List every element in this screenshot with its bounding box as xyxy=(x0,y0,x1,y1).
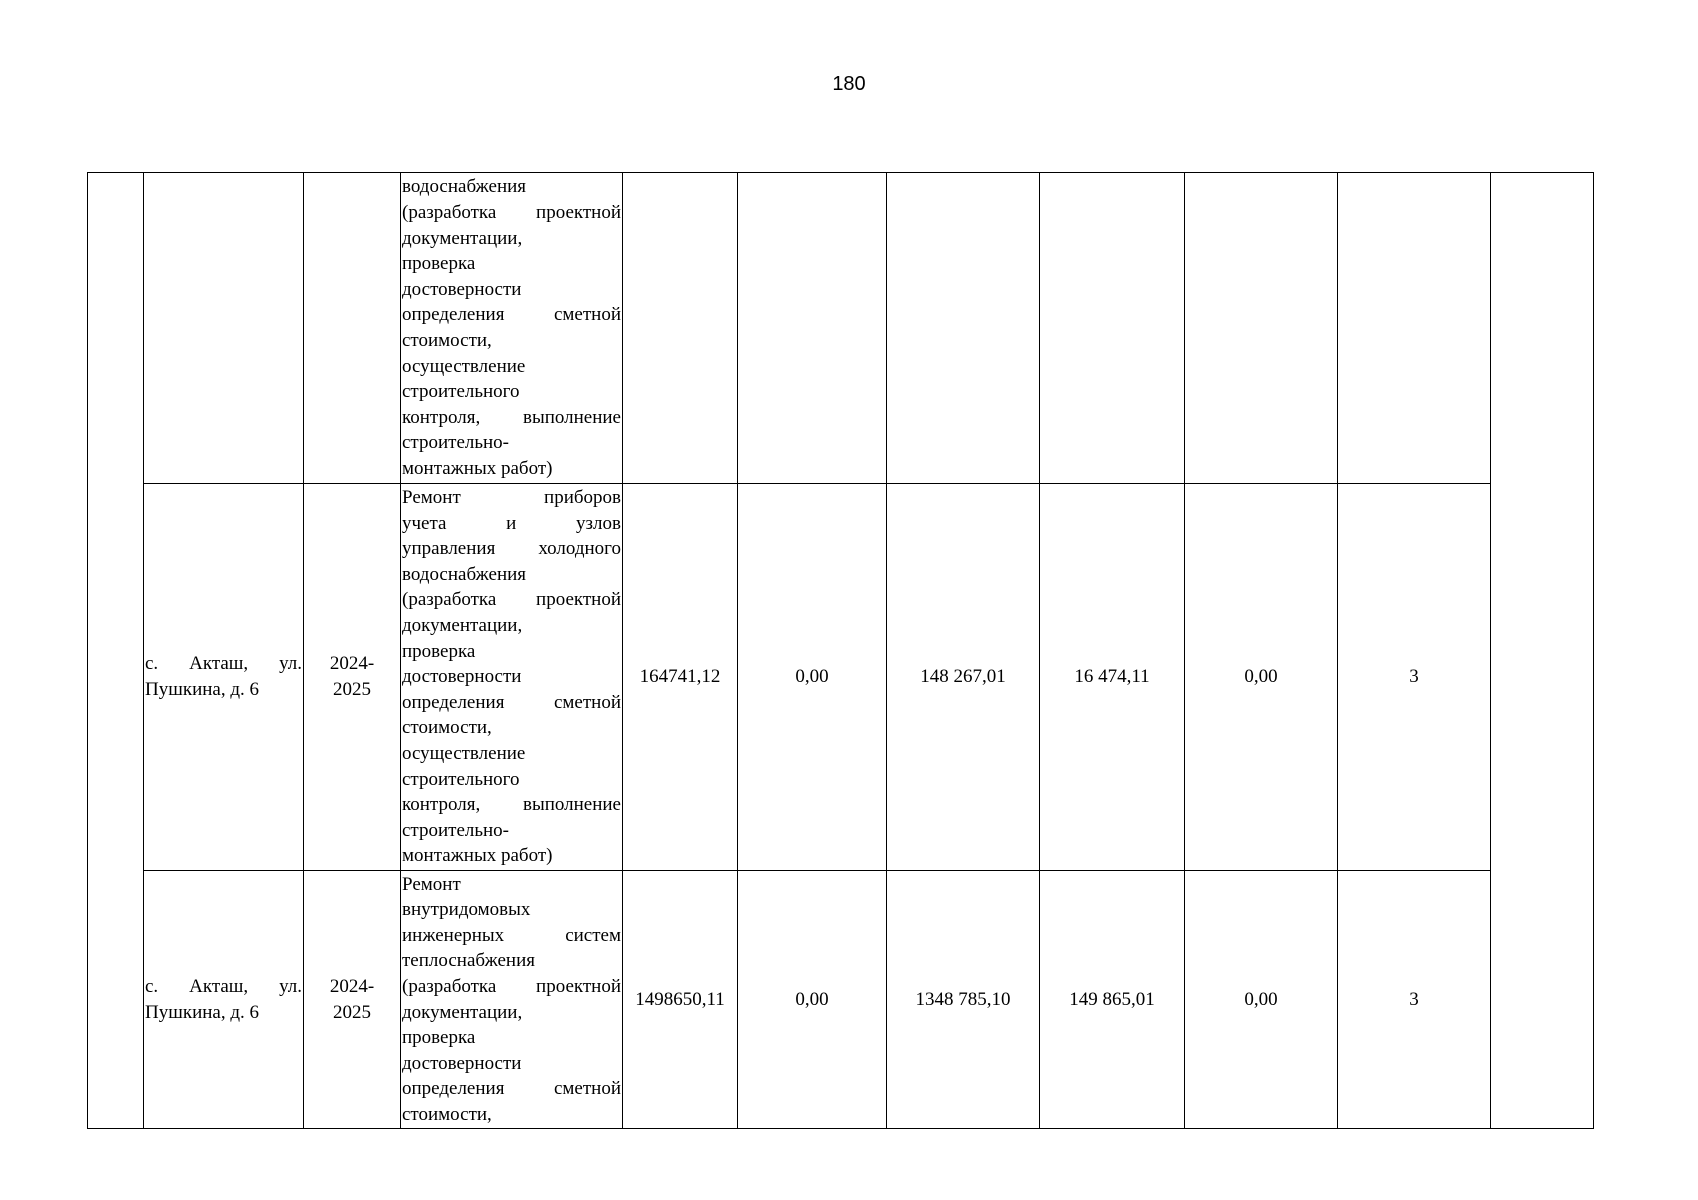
value-cell: 0,00 xyxy=(1185,484,1338,871)
work-line: определения сметной xyxy=(402,1078,621,1100)
value-cell: 0,00 xyxy=(738,484,887,871)
value-cell: 149 865,01 xyxy=(1040,871,1185,1129)
total-cost-cell: 1498650,11 xyxy=(623,871,738,1129)
work-line: документации, xyxy=(402,1001,523,1023)
work-line: документации, xyxy=(402,227,523,249)
work-line: (разработка проектной xyxy=(402,202,621,224)
work-line: достоверности xyxy=(402,666,522,688)
period-line: 2025 xyxy=(333,679,371,700)
work-line: документации, xyxy=(402,615,523,637)
work-line: стоимости, xyxy=(402,330,492,351)
value-cell: 3 xyxy=(1338,484,1491,871)
work-line: строительно- xyxy=(402,819,510,841)
work-line: проверка xyxy=(402,1027,476,1049)
work-line: монтажных работ) xyxy=(402,457,553,479)
address-line: с. Акташ, ул. xyxy=(145,975,302,997)
work-line: (разработка проектной xyxy=(402,589,621,611)
value-cell: 1348 785,10 xyxy=(887,871,1040,1129)
work-line: теплоснабжения xyxy=(402,950,535,972)
address-line: Пушкина, д. 6 xyxy=(145,679,260,700)
work-line: достоверности xyxy=(402,278,522,300)
work-description-cell xyxy=(401,484,623,871)
period-cell xyxy=(304,871,401,1129)
value-cell: 16 474,11 xyxy=(1040,484,1185,871)
work-line: осуществление xyxy=(402,355,526,377)
work-line: строительного xyxy=(402,768,520,790)
repair-program-table xyxy=(87,172,1594,1129)
work-line: Ремонт приборов xyxy=(402,487,621,509)
work-description-cell xyxy=(401,871,623,1129)
row-number-cell xyxy=(88,173,144,1129)
value-cell: 0,00 xyxy=(738,871,887,1129)
work-line: стоимости, xyxy=(402,1103,492,1125)
work-line: осуществление xyxy=(402,742,526,764)
address-line: Пушкина, д. 6 xyxy=(145,1001,260,1023)
work-line: стоимости, xyxy=(402,717,492,739)
value-cell xyxy=(887,173,1040,484)
value-cell xyxy=(1338,173,1491,484)
period-cell xyxy=(304,484,401,871)
period-cell xyxy=(304,173,401,484)
period-line: 2025 xyxy=(333,1001,371,1023)
address-line: с. Акташ, ул. xyxy=(145,653,302,675)
work-line: достоверности xyxy=(402,1052,522,1074)
table-row xyxy=(88,871,1594,1129)
address-cell xyxy=(144,484,304,871)
total-cost-cell: 164741,12 xyxy=(623,484,738,871)
work-line: проверка xyxy=(402,640,476,662)
period-line: 2024- xyxy=(329,653,375,675)
work-line: строительного xyxy=(402,381,520,403)
work-line: проверка xyxy=(402,253,476,275)
address-cell xyxy=(144,173,304,484)
value-cell: 148 267,01 xyxy=(887,484,1040,871)
value-cell xyxy=(1185,173,1338,484)
value-cell xyxy=(1040,173,1185,484)
work-line: контроля, выполнение xyxy=(402,406,621,428)
work-line: монтажных работ) xyxy=(402,845,553,867)
work-line: (разработка проектной xyxy=(402,975,621,997)
work-line: определения сметной xyxy=(402,691,621,713)
work-line: внутридомовых xyxy=(402,899,531,921)
work-line: контроля, выполнение xyxy=(402,794,621,816)
table-row xyxy=(88,173,1594,484)
page-number: 180 xyxy=(832,73,866,95)
work-line: инженерных систем xyxy=(402,924,621,946)
work-line: учета и узлов xyxy=(402,512,621,534)
value-cell xyxy=(738,173,887,484)
total-cost-cell xyxy=(623,173,738,484)
work-line: строительно- xyxy=(402,432,510,454)
period-line: 2024- xyxy=(329,975,375,997)
work-line: определения сметной xyxy=(402,304,621,326)
work-description-cell xyxy=(401,173,623,484)
last-column-cell xyxy=(1491,173,1594,1129)
value-cell: 3 xyxy=(1338,871,1491,1129)
work-line: водоснабжения xyxy=(402,563,527,585)
work-line: управления холодного xyxy=(402,538,621,560)
work-line: Ремонт xyxy=(402,873,461,895)
table-row xyxy=(88,484,1594,871)
work-line: водоснабжения xyxy=(402,176,527,198)
value-cell: 0,00 xyxy=(1185,871,1338,1129)
address-cell xyxy=(144,871,304,1129)
